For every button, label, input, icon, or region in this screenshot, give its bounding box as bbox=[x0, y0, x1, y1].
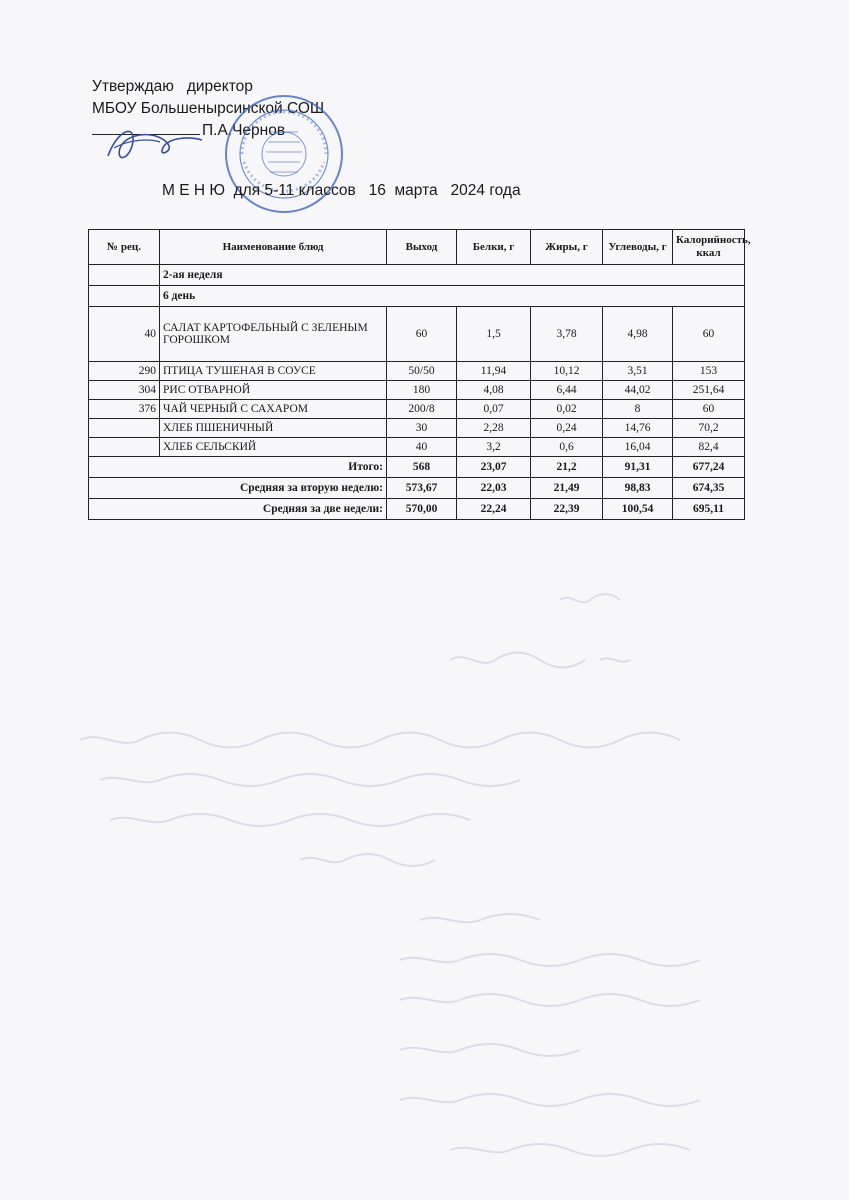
header-protein: Белки, г bbox=[457, 230, 531, 265]
dish-name: САЛАТ КАРТОФЕЛЬНЫЙ С ЗЕЛЕНЫМ ГОРОШКОМ bbox=[160, 307, 387, 362]
week-average-fat: 21,49 bbox=[531, 478, 603, 499]
dish-name: РИС ОТВАРНОЙ bbox=[160, 381, 387, 400]
protein-cell: 1,5 bbox=[457, 307, 531, 362]
output-cell: 180 bbox=[387, 381, 457, 400]
dish-name: ПТИЦА ТУШЕНАЯ В СОУСЕ bbox=[160, 362, 387, 381]
total-output: 568 bbox=[387, 457, 457, 478]
week-average-label: Средняя за вторую неделю: bbox=[89, 478, 387, 499]
week-label: 2-ая неделя bbox=[160, 265, 745, 286]
table-row bbox=[89, 307, 745, 362]
total-fat: 21,2 bbox=[531, 457, 603, 478]
two-week-average-protein: 22,24 bbox=[457, 499, 531, 520]
calories-cell: 70,2 bbox=[673, 419, 745, 438]
carbs-cell: 16,04 bbox=[603, 438, 673, 457]
recipe-number bbox=[89, 438, 160, 457]
dish-name: ЧАЙ ЧЕРНЫЙ С САХАРОМ bbox=[160, 400, 387, 419]
protein-cell: 3,2 bbox=[457, 438, 531, 457]
output-cell: 30 bbox=[387, 419, 457, 438]
fat-cell: 0,24 bbox=[531, 419, 603, 438]
table-row bbox=[89, 419, 745, 438]
output-cell: 200/8 bbox=[387, 400, 457, 419]
table-row bbox=[89, 400, 745, 419]
fat-cell: 0,02 bbox=[531, 400, 603, 419]
total-calories: 677,24 bbox=[673, 457, 745, 478]
header-output: Выход bbox=[387, 230, 457, 265]
dish-name: ХЛЕБ СЕЛЬСКИЙ bbox=[160, 438, 387, 457]
recipe-number: 40 bbox=[89, 307, 160, 362]
menu-title: М Е Н Ю для 5-11 классов 16 марта 2024 года bbox=[162, 182, 521, 199]
two-week-average-label: Средняя за две недели: bbox=[89, 499, 387, 520]
director-signature bbox=[98, 118, 208, 168]
director-name: П.А.Чернов bbox=[202, 122, 286, 139]
calories-cell: 251,64 bbox=[673, 381, 745, 400]
two-week-average-output: 570,00 bbox=[387, 499, 457, 520]
calories-cell: 153 bbox=[673, 362, 745, 381]
week-row bbox=[89, 265, 745, 286]
week-average-output: 573,67 bbox=[387, 478, 457, 499]
total-row bbox=[89, 457, 745, 478]
fat-cell: 6,44 bbox=[531, 381, 603, 400]
table-row bbox=[89, 381, 745, 400]
protein-cell: 2,28 bbox=[457, 419, 531, 438]
output-cell: 40 bbox=[387, 438, 457, 457]
day-row bbox=[89, 286, 745, 307]
carbs-cell: 4,98 bbox=[603, 307, 673, 362]
table-header-row bbox=[89, 230, 745, 265]
two-week-average-row bbox=[89, 499, 745, 520]
two-week-average-fat: 22,39 bbox=[531, 499, 603, 520]
bleed-through-handwriting bbox=[0, 560, 849, 1200]
output-cell: 60 bbox=[387, 307, 457, 362]
recipe-number: 290 bbox=[89, 362, 160, 381]
two-week-average-calories: 695,11 bbox=[673, 499, 745, 520]
recipe-number: 376 bbox=[89, 400, 160, 419]
week-average-carbs: 98,83 bbox=[603, 478, 673, 499]
header-fat: Жиры, г bbox=[531, 230, 603, 265]
fat-cell: 10,12 bbox=[531, 362, 603, 381]
header-recipe: № рец. bbox=[89, 230, 160, 265]
protein-cell: 11,94 bbox=[457, 362, 531, 381]
total-protein: 23,07 bbox=[457, 457, 531, 478]
table-row bbox=[89, 438, 745, 457]
protein-cell: 0,07 bbox=[457, 400, 531, 419]
approval-title: Утверждаю директор bbox=[92, 78, 253, 95]
carbs-cell: 8 bbox=[603, 400, 673, 419]
fat-cell: 3,78 bbox=[531, 307, 603, 362]
menu-table bbox=[88, 229, 751, 520]
dish-name: ХЛЕБ ПШЕНИЧНЫЙ bbox=[160, 419, 387, 438]
header-dish: Наименование блюд bbox=[160, 230, 387, 265]
carbs-cell: 14,76 bbox=[603, 419, 673, 438]
week-average-row bbox=[89, 478, 745, 499]
calories-cell: 60 bbox=[673, 307, 745, 362]
header-calories: Калорийность, ккал bbox=[673, 230, 745, 265]
week-average-calories: 674,35 bbox=[673, 478, 745, 499]
week-average-protein: 22,03 bbox=[457, 478, 531, 499]
protein-cell: 4,08 bbox=[457, 381, 531, 400]
week-cell-empty bbox=[89, 265, 160, 286]
two-week-average-carbs: 100,54 bbox=[603, 499, 673, 520]
carbs-cell: 3,51 bbox=[603, 362, 673, 381]
total-carbs: 91,31 bbox=[603, 457, 673, 478]
fat-cell: 0,6 bbox=[531, 438, 603, 457]
day-label: 6 день bbox=[160, 286, 745, 307]
calories-cell: 82,4 bbox=[673, 438, 745, 457]
output-cell: 50/50 bbox=[387, 362, 457, 381]
recipe-number: 304 bbox=[89, 381, 160, 400]
approval-school: МБОУ Большеныpсинской СОШ bbox=[92, 100, 325, 117]
header-carbs: Углеводы, г bbox=[603, 230, 673, 265]
recipe-number bbox=[89, 419, 160, 438]
table-row bbox=[89, 362, 745, 381]
calories-cell: 60 bbox=[673, 400, 745, 419]
carbs-cell: 44,02 bbox=[603, 381, 673, 400]
total-label: Итого: bbox=[89, 457, 387, 478]
day-cell-empty bbox=[89, 286, 160, 307]
